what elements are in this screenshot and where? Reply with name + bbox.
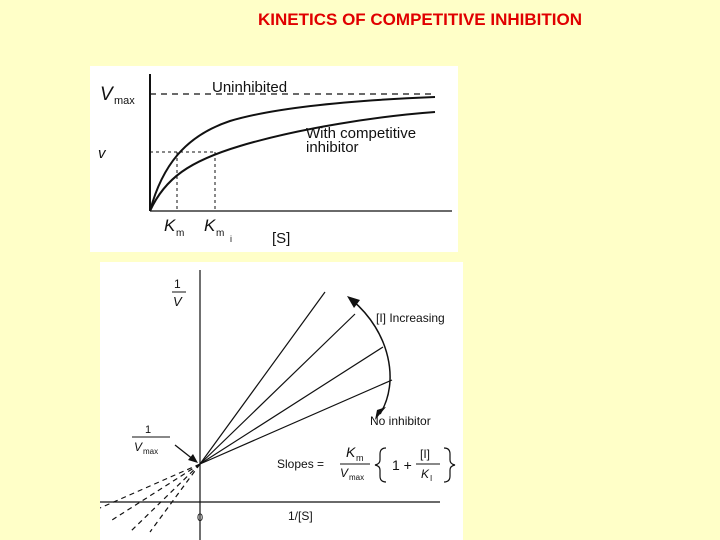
uninhibited-curve [150, 97, 435, 211]
v-label: v [98, 145, 106, 162]
y-label-num: 1 [174, 277, 181, 291]
extrapolation-1 [150, 464, 200, 532]
uninhibited-label: Uninhibited [212, 79, 288, 96]
slopes-i: [I] [420, 447, 431, 461]
michaelis-menten-plot [90, 66, 458, 252]
intercept-den: V [134, 440, 143, 454]
line-high-inhibitor [200, 292, 325, 464]
no-inhibitor-label: No inhibitor [370, 414, 431, 428]
slopes-vmax: V [340, 466, 349, 480]
lineweaver-burk-plot [100, 262, 463, 540]
extrapolation-3 [112, 464, 200, 520]
y-label-den: V [173, 294, 182, 309]
kmi-label-sub: m [216, 228, 225, 239]
increasing-label: [I] Increasing [376, 311, 445, 325]
km-label-sub: m [176, 228, 185, 239]
vmax-label: V [100, 84, 113, 105]
x-axis-label: 1/[S] [288, 509, 313, 523]
kmi-label-subsub: i [230, 234, 232, 244]
right-brace [444, 448, 455, 482]
slopes-km-sub: m [356, 453, 364, 463]
vmax-label-sub: max [114, 95, 135, 107]
slopes-ki-sub: I [430, 474, 433, 483]
kmi-label: K [204, 216, 216, 235]
left-brace [375, 448, 386, 482]
slopes-vmax-sub: max [349, 473, 365, 482]
competitive-label-line2: inhibitor [306, 139, 359, 156]
s-axis-label: [S] [272, 230, 291, 247]
slopes-km: K [346, 444, 356, 460]
michaelis-menten-svg [90, 66, 458, 252]
line-low-inhibitor [200, 347, 383, 464]
slopes-one-plus: 1 + [392, 457, 412, 473]
intercept-arrowhead [188, 454, 198, 463]
slopes-ki: K [421, 467, 430, 481]
intercept-den-sub: max [143, 447, 159, 456]
extrapolation-2 [130, 464, 200, 532]
slide-title: KINETICS OF COMPETITIVE INHIBITION [258, 10, 582, 29]
origin-label: 0 [197, 512, 204, 524]
km-label: K [164, 216, 176, 235]
lineweaver-burk-svg [100, 262, 463, 540]
line-no-inhibitor [200, 380, 392, 464]
intercept-num: 1 [145, 424, 152, 436]
slopes-label: Slopes = [277, 457, 325, 471]
competitive-label-line1: With competitive [306, 125, 417, 142]
line-mid-inhibitor [200, 314, 355, 464]
